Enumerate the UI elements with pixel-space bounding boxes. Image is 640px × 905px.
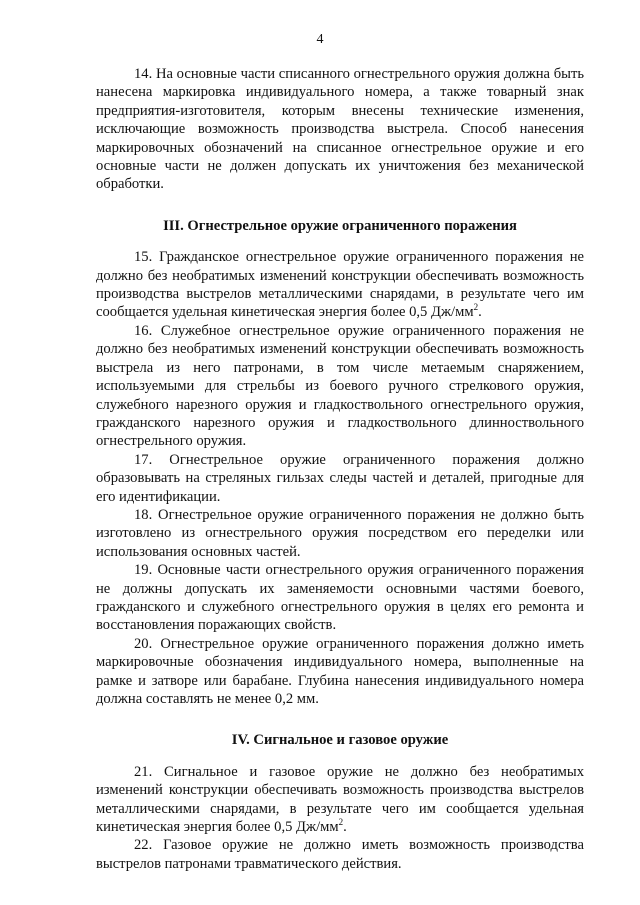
page-number: 4 (316, 32, 324, 47)
paragraph-22: 22. Газовое оружие не должно иметь возможность производства выстрелов патронами травматического действия. (96, 837, 584, 872)
spacer (96, 235, 584, 248)
spacer (96, 750, 584, 763)
paragraph-21-superscript: 2 (338, 817, 344, 828)
paragraph-21-text: 21. Сигнальное и газовое оружие не должно без необратимых изменений конструкции обеспечивать возможность производства выстрелов металлическими снарядами, в результате чего им сообщается удельная кинетическая энергия более 0,5 Дж/мм (96, 763, 584, 836)
paragraph-17: 17. Огнестрельное оружие ограниченного поражения должно образовывать на стреляных гильзах следы частей и деталей, пригодные для его идентификации. (96, 451, 584, 505)
section-3-heading: III. Огнестрельное оружие ограниченного поражения (163, 217, 517, 234)
paragraph-21-end: . (343, 819, 347, 836)
paragraph-21 (96, 763, 584, 837)
paragraph-19: 19. Основные части огнестрельного оружия ограниченного поражения не должны допускать их заменяемости основными частями боевого, гражданского и служебного огнестрельного оружия в целях его ремонта и восстановления поражающих свойств. (96, 562, 584, 634)
spacer (96, 194, 584, 217)
paragraph-15 (96, 248, 584, 322)
paragraph-16: 16. Служебное огнестрельное оружие ограниченного поражения не должно без необратимых изменений конструкции обеспечивать возможность выстрела из него патронами, в том числе метаемым снаряжением, используемыми для стрельбы из боевого ручного стрелкового оружия, служебного нарезного оружия и гладкоствольного огнестрельного оружия, гражданского нарезного оружия и гладкоствольного длинноствольного огнестрельного оружия. (96, 322, 584, 450)
paragraph-15-superscript: 2 (473, 302, 479, 313)
paragraph-18: 18. Огнестрельное оружие ограниченного поражения не должно быть изготовлено из огнестрельного оружия посредством его переделки или использования основных частей. (96, 506, 584, 560)
paragraph-14: 14. На основные части списанного огнестрельного оружия должна быть нанесена маркировка индивидуального номера, а также товарный знак предприятия-изготовителя, которым внесены технические изменения, исключающие возможность производства выстрела. Способ нанесения маркировочных обозначений на списанное огнестрельное оружие и его основные части не должен допускать их уничтожения без механической обработки. (96, 66, 584, 193)
section-4-heading: IV. Сигнальное и газовое оружие (231, 732, 449, 749)
paragraph-20: 20. Огнестрельное оружие ограниченного поражения должно иметь маркировочные обозначения индивидуального номера, выполненные на рамке и затворе или барабане. Глубина нанесения индивидуального номера должна составлять не менее 0,2 мм. (96, 635, 584, 707)
paragraph-15-text: 15. Гражданское огнестрельное оружие ограниченного поражения не должно без необратимых изменений конструкции обеспечивать возможность производства выстрелов металлическими снарядами, в результате чего им сообщается удельная кинетическая энергия более 0,5 Дж/мм (96, 249, 584, 321)
document-body (96, 65, 584, 873)
paragraph-15-end: . (478, 304, 482, 321)
spacer (96, 708, 584, 731)
